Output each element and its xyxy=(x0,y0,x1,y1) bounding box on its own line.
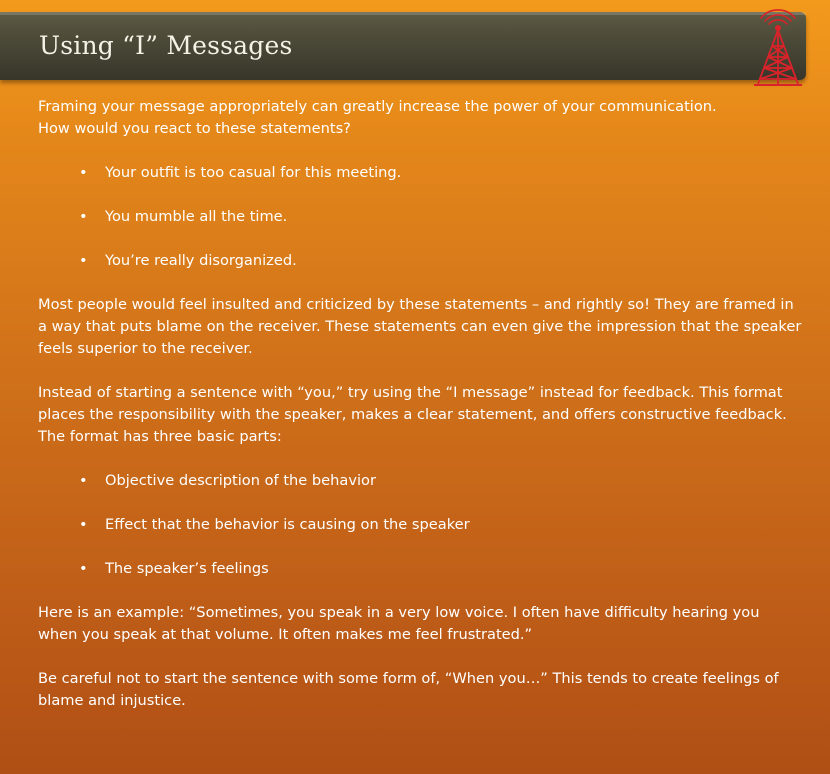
list-item: • Objective description of the behavior xyxy=(38,470,802,492)
paragraph-example: Here is an example: “Sometimes, you speak in a very low voice. I often have difficulty hearing you when you speak at that volume. It often makes me feel frustrated.” xyxy=(38,604,760,643)
intro-text xyxy=(38,96,802,140)
bullet: • xyxy=(79,516,88,533)
parts-list xyxy=(38,470,802,580)
statement-list xyxy=(38,162,802,272)
list-item: • You mumble all the time. xyxy=(38,206,802,228)
bullet: • xyxy=(79,208,88,225)
radio-tower-icon xyxy=(748,8,808,90)
list-item: • The speaker’s feelings xyxy=(38,558,802,580)
slide-body xyxy=(38,96,802,712)
bullet: • xyxy=(79,252,88,269)
intro-line-2: How would you react to these statements? xyxy=(38,120,351,137)
bullet: • xyxy=(79,164,88,181)
list-item: • You’re really disorganized. xyxy=(38,250,802,272)
bullet: • xyxy=(79,472,88,489)
intro-line-1: Framing your message appropriately can greatly increase the power of your communication. xyxy=(38,98,717,115)
paragraph-caution: Be careful not to start the sentence with some form of, “When you…” This tends to create feelings of blame and injustice. xyxy=(38,670,779,709)
list-item: • Your outfit is too casual for this meeting. xyxy=(38,162,802,184)
slide-title: Using “I” Messages xyxy=(39,31,293,60)
paragraph-criticism: Most people would feel insulted and criticized by these statements – and rightly so! They are framed in a way that puts blame on the receiver. These statements can even give the impression that the speaker feels superior to the receiver. xyxy=(38,296,802,357)
list-item: • Effect that the behavior is causing on the speaker xyxy=(38,514,802,536)
paragraph-i-message: Instead of starting a sentence with “you,” try using the “I message” instead for feedback. This format places the responsibility with the speaker, makes a clear statement, and offers constructive feedback. The format has three basic parts: xyxy=(38,384,787,445)
title-bar xyxy=(0,12,806,80)
bullet: • xyxy=(79,560,88,577)
